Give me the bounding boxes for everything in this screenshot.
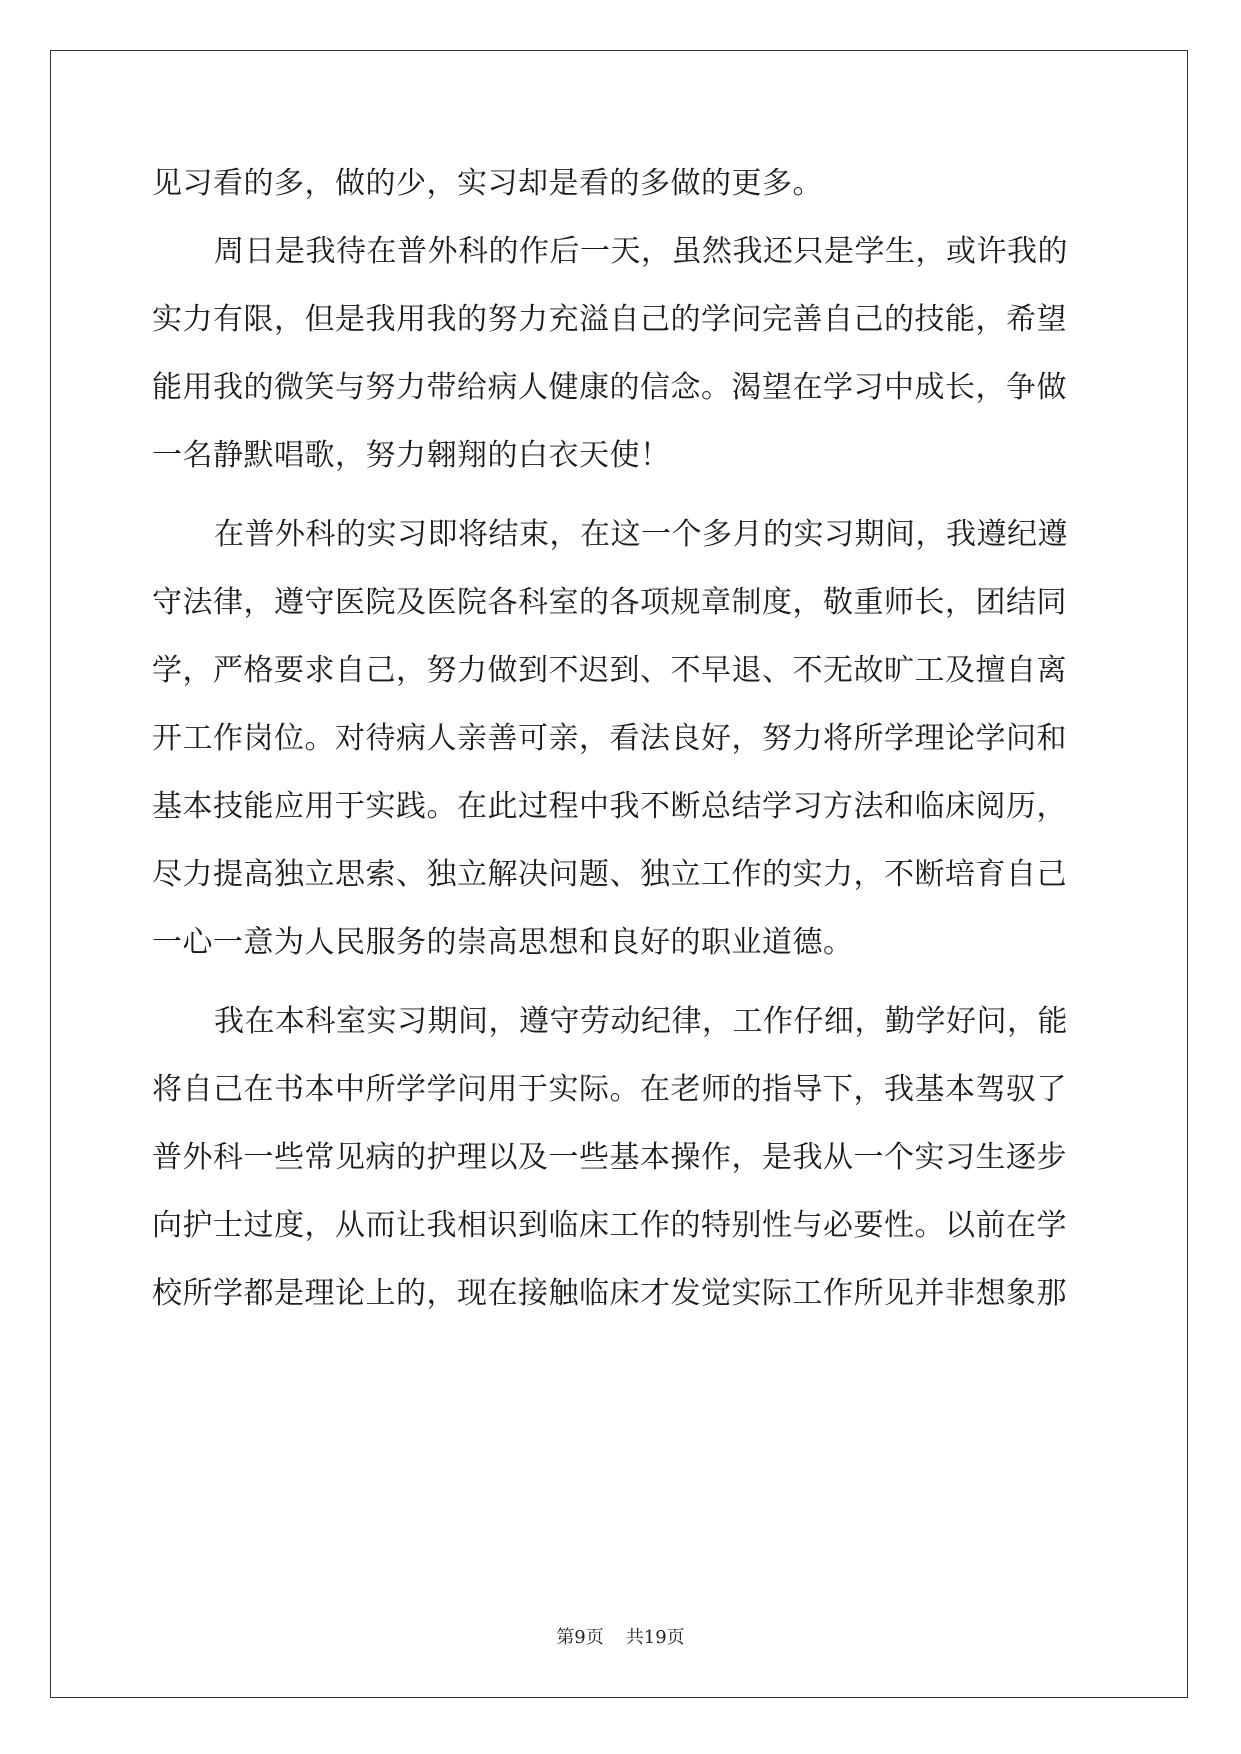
text-line: 基本技能应用于实践。在此过程中我不断总结学习方法和临床阅历， — [152, 789, 1067, 824]
text-line: 校所学都是理论上的，现在接触临床才发觉实际工作所见并非想象那 — [152, 1276, 1067, 1311]
text-line: 向护士过度，从而让我相识到临床工作的特别性与必要性。以前在学 — [152, 1208, 1067, 1243]
text-line: 学，严格要求自己，努力做到不迟到、不早退、不无故旷工及擅自离 — [152, 653, 1067, 688]
text-line: 尽力提高独立思索、独立解决问题、独立工作的实力，不断培育自己 — [152, 857, 1067, 892]
text-line: 将自己在书本中所学学问用于实际。在老师的指导下，我基本驾驭了 — [152, 1072, 1067, 1107]
paragraph-start-line: 我在本科室实习期间，遵守劳动纪律，工作仔细，勤学好问，能 — [214, 1004, 1068, 1039]
text-line: 实力有限，但是我用我的努力充溢自己的学问完善自己的技能，希望 — [152, 302, 1067, 337]
text-line: 一名静默唱歌，努力翱翔的白衣天使！ — [152, 438, 671, 473]
page-total: 共19页 — [625, 1627, 685, 1648]
page-number: 第9页 — [556, 1627, 604, 1648]
paragraph-start-line: 周日是我待在普外科的作后一天，虽然我还只是学生，或许我的 — [214, 234, 1068, 269]
text-line: 守法律，遵守医院及医院各科室的各项规章制度，敬重师长，团结同 — [152, 585, 1067, 620]
text-line: 开工作岗位。对待病人亲善可亲，看法良好，努力将所学理论学问和 — [152, 721, 1067, 756]
page-footer — [0, 1623, 1241, 1649]
text-line: 能用我的微笑与努力带给病人健康的信念。渴望在学习中成长，争做 — [152, 370, 1067, 405]
text-line: 普外科一些常见病的护理以及一些基本操作，是我从一个实习生逐步 — [152, 1140, 1067, 1175]
text-line: 一心一意为人民服务的崇高思想和良好的职业道德。 — [152, 925, 854, 960]
text-line: 见习看的多，做的少，实习却是看的多做的更多。 — [152, 166, 823, 201]
paragraph-start-line: 在普外科的实习即将结束，在这一个多月的实习期间，我遵纪遵 — [214, 517, 1068, 552]
